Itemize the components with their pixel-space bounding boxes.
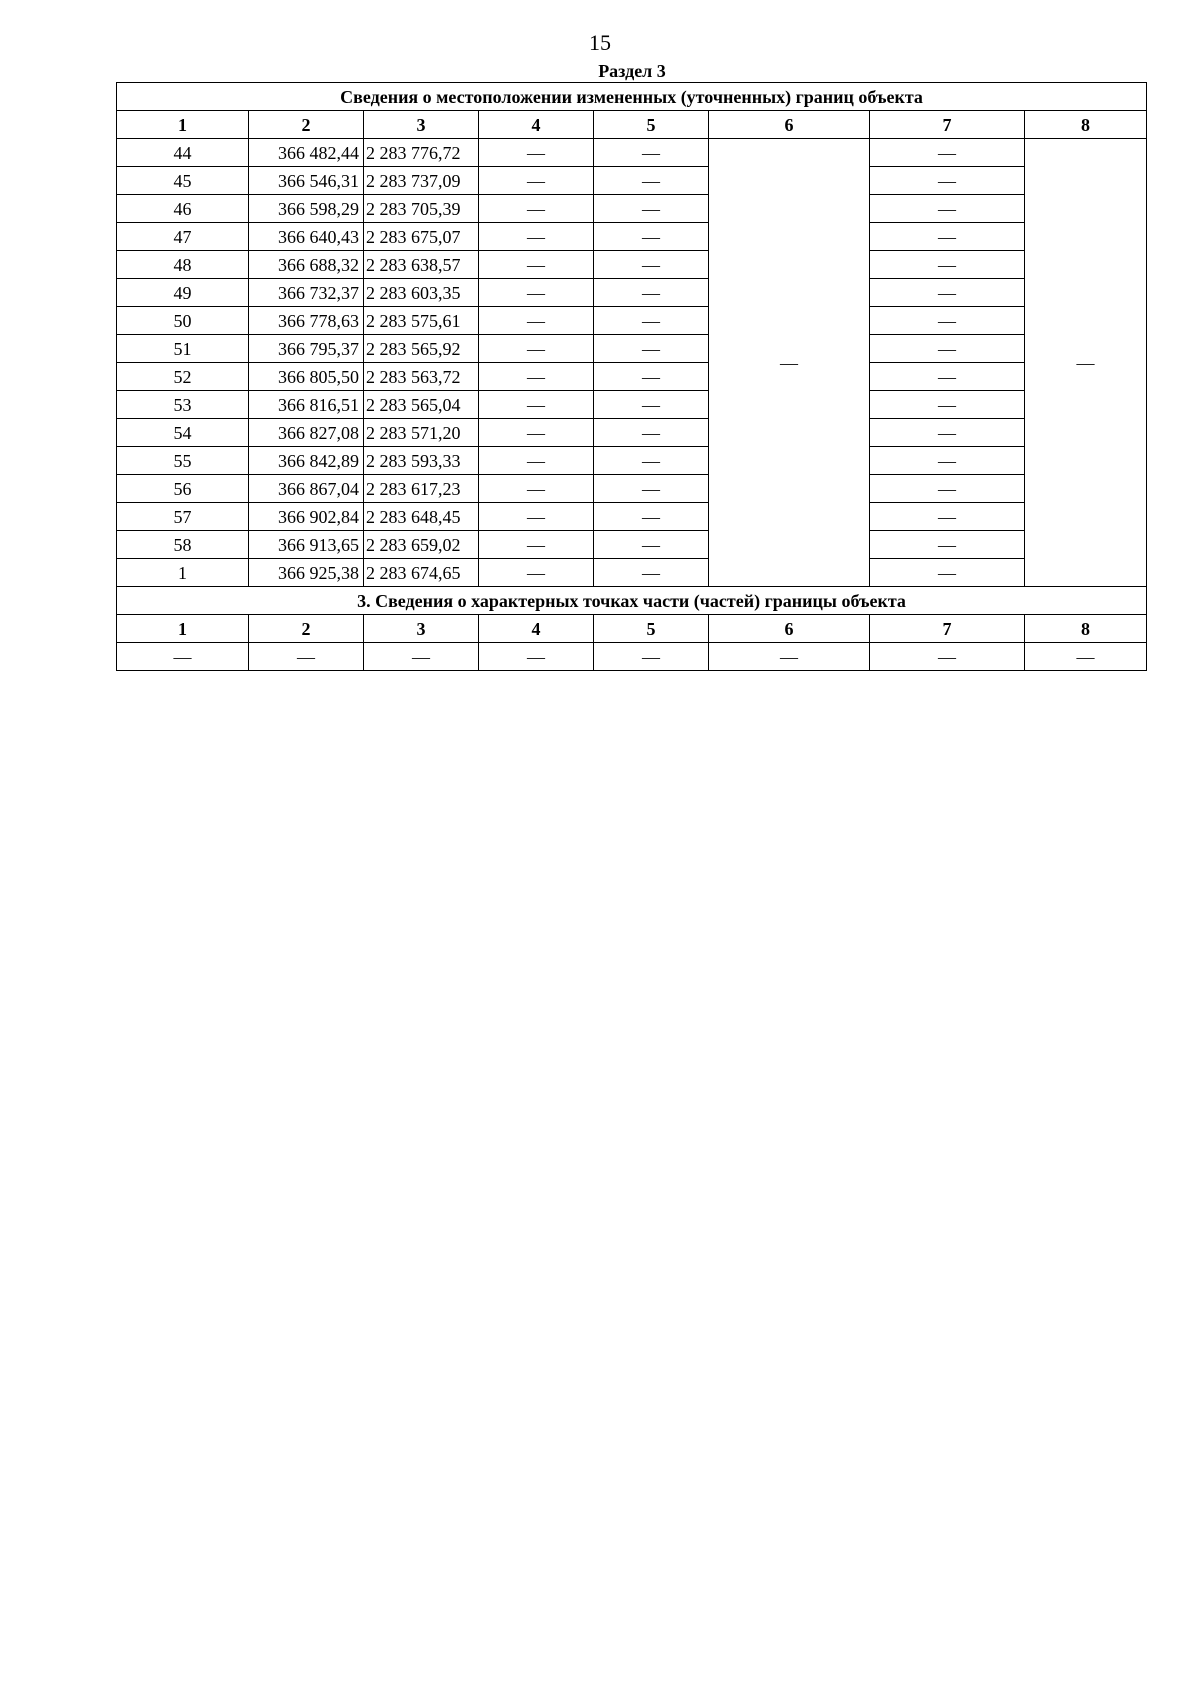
point-number-cell: 58: [117, 531, 249, 559]
column-5-cell: —: [594, 447, 709, 475]
column-7-cell: —: [870, 251, 1025, 279]
column-5-cell: —: [594, 391, 709, 419]
table-row: [117, 531, 1147, 559]
column-7-cell: —: [870, 475, 1025, 503]
column-4-cell: —: [479, 279, 594, 307]
point-number-cell: 55: [117, 447, 249, 475]
column-4-cell: —: [479, 307, 594, 335]
x-coordinate-cell: 366 778,63: [249, 307, 364, 335]
table-row: [117, 447, 1147, 475]
column-7-cell: —: [870, 531, 1025, 559]
column-5-cell: —: [594, 167, 709, 195]
column-7-cell: —: [870, 391, 1025, 419]
y-coordinate-cell: 2 283 603,35: [364, 279, 479, 307]
column-5-cell: —: [594, 475, 709, 503]
y-coordinate-cell: 2 283 575,61: [364, 307, 479, 335]
column-5-cell: —: [594, 559, 709, 587]
boundary-points-table: [116, 82, 1147, 671]
column-number-8: 8: [1025, 111, 1147, 139]
parts-column-6-cell: —: [709, 643, 870, 671]
table-row: [117, 335, 1147, 363]
column-7-cell: —: [870, 195, 1025, 223]
parts-column-2-cell: —: [249, 643, 364, 671]
x-coordinate-cell: 366 598,29: [249, 195, 364, 223]
x-coordinate-cell: 366 827,08: [249, 419, 364, 447]
column-4-cell: —: [479, 419, 594, 447]
x-coordinate-cell: 366 732,37: [249, 279, 364, 307]
column-4-cell: —: [479, 167, 594, 195]
column-4-cell: —: [479, 363, 594, 391]
column-8-merged-cell: —: [1025, 139, 1147, 587]
column-7-cell: —: [870, 447, 1025, 475]
y-coordinate-cell: 2 283 593,33: [364, 447, 479, 475]
y-coordinate-cell: 2 283 648,45: [364, 503, 479, 531]
point-number-cell: 46: [117, 195, 249, 223]
point-number-cell: 56: [117, 475, 249, 503]
y-coordinate-cell: 2 283 565,92: [364, 335, 479, 363]
column-number-8: 8: [1025, 615, 1147, 643]
x-coordinate-cell: 366 842,89: [249, 447, 364, 475]
point-number-cell: 1: [117, 559, 249, 587]
x-coordinate-cell: 366 640,43: [249, 223, 364, 251]
x-coordinate-cell: 366 913,65: [249, 531, 364, 559]
table-row: [117, 139, 1147, 167]
parts-column-1-cell: —: [117, 643, 249, 671]
x-coordinate-cell: 366 688,32: [249, 251, 364, 279]
point-number-cell: 45: [117, 167, 249, 195]
point-number-cell: 52: [117, 363, 249, 391]
column-5-cell: —: [594, 503, 709, 531]
table-caption-changed-boundaries: Сведения о местоположении измененных (уточненных) границ объекта: [117, 83, 1147, 111]
column-5-cell: —: [594, 251, 709, 279]
column-7-cell: —: [870, 419, 1025, 447]
column-4-cell: —: [479, 559, 594, 587]
column-number-3: 3: [364, 615, 479, 643]
y-coordinate-cell: 2 283 674,65: [364, 559, 479, 587]
y-coordinate-cell: 2 283 737,09: [364, 167, 479, 195]
column-7-cell: —: [870, 559, 1025, 587]
caption-row: [117, 83, 1147, 111]
column-5-cell: —: [594, 335, 709, 363]
table-row: [117, 419, 1147, 447]
column-5-cell: —: [594, 139, 709, 167]
column-number-2: 2: [249, 615, 364, 643]
parts-empty-row: [117, 643, 1147, 671]
x-coordinate-cell: 366 867,04: [249, 475, 364, 503]
column-6-merged-cell: —: [709, 139, 870, 587]
column-7-cell: —: [870, 223, 1025, 251]
parts-column-3-cell: —: [364, 643, 479, 671]
column-number-1: 1: [117, 615, 249, 643]
x-coordinate-cell: 366 925,38: [249, 559, 364, 587]
parts-column-4-cell: —: [479, 643, 594, 671]
y-coordinate-cell: 2 283 617,23: [364, 475, 479, 503]
column-5-cell: —: [594, 419, 709, 447]
column-5-cell: —: [594, 223, 709, 251]
section-column-number-row: [117, 111, 1147, 139]
column-7-cell: —: [870, 307, 1025, 335]
parts-column-number-row: [117, 615, 1147, 643]
table-row: [117, 251, 1147, 279]
table-caption-parts-boundary-points: 3. Сведения о характерных точках части (частей) границы объекта: [117, 587, 1147, 615]
x-coordinate-cell: 366 795,37: [249, 335, 364, 363]
column-5-cell: —: [594, 279, 709, 307]
point-number-cell: 47: [117, 223, 249, 251]
column-4-cell: —: [479, 335, 594, 363]
column-7-cell: —: [870, 363, 1025, 391]
point-number-cell: 57: [117, 503, 249, 531]
x-coordinate-cell: 366 482,44: [249, 139, 364, 167]
column-5-cell: —: [594, 195, 709, 223]
table-row: [117, 195, 1147, 223]
column-number-6: 6: [709, 615, 870, 643]
column-7-cell: —: [870, 279, 1025, 307]
column-7-cell: —: [870, 503, 1025, 531]
y-coordinate-cell: 2 283 659,02: [364, 531, 479, 559]
table-row: [117, 223, 1147, 251]
parts-column-5-cell: —: [594, 643, 709, 671]
table-row: [117, 503, 1147, 531]
point-number-cell: 53: [117, 391, 249, 419]
column-7-cell: —: [870, 139, 1025, 167]
column-4-cell: —: [479, 139, 594, 167]
table-row: [117, 363, 1147, 391]
point-number-cell: 49: [117, 279, 249, 307]
x-coordinate-cell: 366 902,84: [249, 503, 364, 531]
y-coordinate-cell: 2 283 571,20: [364, 419, 479, 447]
column-4-cell: —: [479, 223, 594, 251]
point-number-cell: 54: [117, 419, 249, 447]
y-coordinate-cell: 2 283 563,72: [364, 363, 479, 391]
column-4-cell: —: [479, 503, 594, 531]
table-row: [117, 307, 1147, 335]
column-4-cell: —: [479, 251, 594, 279]
x-coordinate-cell: 366 546,31: [249, 167, 364, 195]
x-coordinate-cell: 366 816,51: [249, 391, 364, 419]
x-coordinate-cell: 366 805,50: [249, 363, 364, 391]
table-body: [117, 83, 1147, 671]
y-coordinate-cell: 2 283 705,39: [364, 195, 479, 223]
table-row: [117, 475, 1147, 503]
column-4-cell: —: [479, 531, 594, 559]
column-4-cell: —: [479, 447, 594, 475]
column-4-cell: —: [479, 195, 594, 223]
column-number-2: 2: [249, 111, 364, 139]
column-7-cell: —: [870, 335, 1025, 363]
column-number-4: 4: [479, 111, 594, 139]
column-4-cell: —: [479, 391, 594, 419]
column-7-cell: —: [870, 167, 1025, 195]
column-5-cell: —: [594, 531, 709, 559]
column-5-cell: —: [594, 307, 709, 335]
column-5-cell: —: [594, 363, 709, 391]
table-row: [117, 391, 1147, 419]
column-4-cell: —: [479, 475, 594, 503]
column-number-3: 3: [364, 111, 479, 139]
caption-row-parts: [117, 587, 1147, 615]
parts-column-8-cell: —: [1025, 643, 1147, 671]
column-number-6: 6: [709, 111, 870, 139]
column-number-5: 5: [594, 615, 709, 643]
y-coordinate-cell: 2 283 776,72: [364, 139, 479, 167]
parts-column-7-cell: —: [870, 643, 1025, 671]
y-coordinate-cell: 2 283 565,04: [364, 391, 479, 419]
column-number-4: 4: [479, 615, 594, 643]
point-number-cell: 51: [117, 335, 249, 363]
section-title: Раздел 3: [598, 61, 666, 81]
column-number-7: 7: [870, 111, 1025, 139]
column-number-5: 5: [594, 111, 709, 139]
table-row: [117, 279, 1147, 307]
point-number-cell: 48: [117, 251, 249, 279]
y-coordinate-cell: 2 283 675,07: [364, 223, 479, 251]
column-number-7: 7: [870, 615, 1025, 643]
point-number-cell: 44: [117, 139, 249, 167]
point-number-cell: 50: [117, 307, 249, 335]
table-row: [117, 559, 1147, 587]
column-number-1: 1: [117, 111, 249, 139]
y-coordinate-cell: 2 283 638,57: [364, 251, 479, 279]
table-row: [117, 167, 1147, 195]
page-number: 15: [589, 30, 611, 55]
